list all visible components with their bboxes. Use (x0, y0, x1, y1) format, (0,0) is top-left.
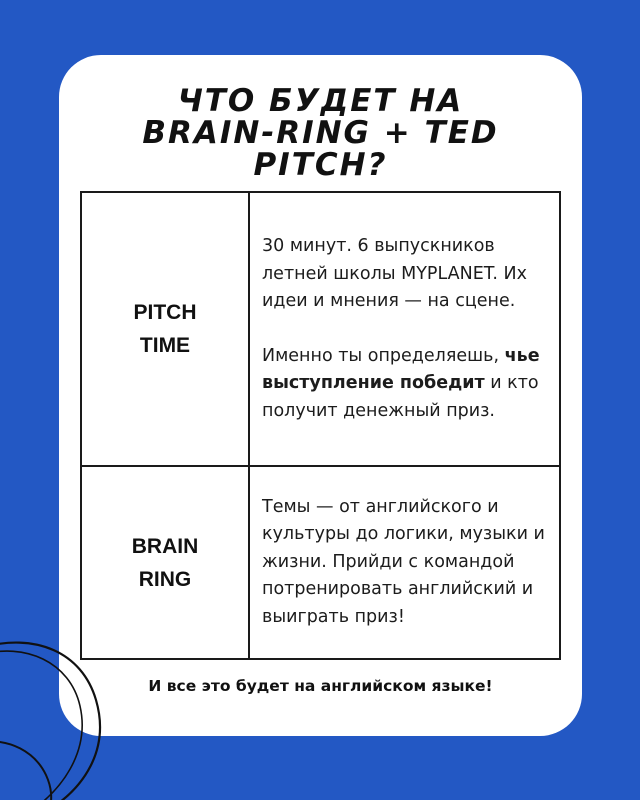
pitch-time-label (81, 192, 249, 466)
pitch-time-para2-after: и кто получит денежный приз. (262, 373, 539, 421)
title-line-1: ЧТО БУДЕТ НА (177, 83, 464, 119)
table-row-brain-ring (81, 466, 560, 659)
pitch-time-label-line-1: PITCH (133, 301, 197, 324)
brain-ring-label-line-2: RING (138, 567, 192, 591)
title-line-2: BRAIN-RING + TED (142, 115, 499, 151)
page-title (59, 85, 582, 181)
pitch-time-para2-before: Именно ты определяешь, (262, 345, 500, 366)
pitch-time-para2-bold: чье выступление победит (262, 345, 540, 393)
brain-ring-label (81, 466, 249, 659)
info-card (59, 55, 582, 736)
title-line-3: PITCH? (253, 147, 388, 183)
footer-note: И все это будет на английском языке! (148, 677, 493, 695)
brain-ring-paragraph-1: Темы — от английского и культуры до логики, музыки и жизни. Прийди с командой потренировать английский и выиграть приз! (262, 496, 545, 627)
pitch-time-paragraph-2 (262, 343, 547, 426)
pitch-time-paragraph-1: 30 минут. 6 выпускников летней школы MYPLANET. Их идеи и мнения — на сцене. (262, 236, 527, 311)
brain-ring-description (249, 466, 560, 659)
brain-ring-label-line-1: BRAIN (131, 534, 199, 558)
pitch-time-label-line-2: TIME (139, 334, 191, 357)
info-table (80, 191, 561, 660)
pitch-time-description (249, 192, 560, 466)
table-row-pitch-time (81, 192, 560, 466)
